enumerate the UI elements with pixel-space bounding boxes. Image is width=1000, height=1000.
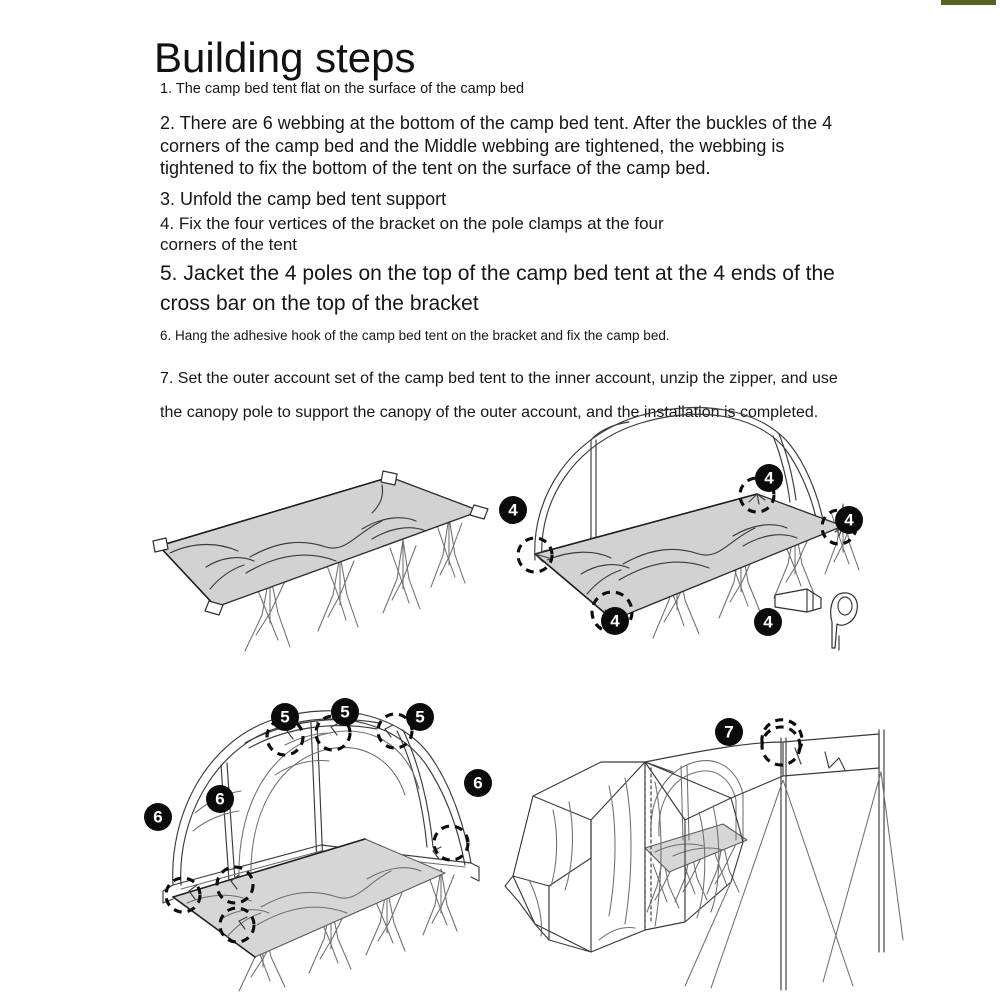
callout-label: 4 <box>763 612 773 632</box>
step-1-text: 1. The camp bed tent flat on the surface of the camp bed <box>160 80 525 97</box>
callout-label: 6 <box>473 773 483 793</box>
step-4-text: 4. Fix the four vertices of the bracket on the pole clamps at the four corners of the tent <box>160 214 664 255</box>
callout-badge-5-left <box>271 703 299 731</box>
callout-badge-4-top <box>755 464 783 492</box>
accent-bar <box>941 0 996 5</box>
page-title: Building steps <box>154 34 416 82</box>
callout-badge-4-bottom <box>601 607 629 635</box>
figure-grid <box>0 400 1000 1000</box>
step-3-text: 3. Unfold the camp bed tent support <box>160 189 447 209</box>
figure-camp-bed-cot <box>150 455 490 685</box>
figure-bracket-on-bed <box>487 400 887 690</box>
callout-badge-5-center <box>331 698 359 726</box>
callout-badge-6-far-left <box>144 803 172 831</box>
callout-label: 5 <box>415 707 425 727</box>
callout-label: 4 <box>508 500 518 520</box>
callout-label: 7 <box>724 722 734 742</box>
callout-badge-4-detail <box>754 608 782 636</box>
callout-badge-6-right <box>464 769 492 797</box>
step-6-text: 6. Hang the adhesive hook of the camp bed tent on the bracket and fix the camp bed. <box>160 327 670 343</box>
callout-label: 4 <box>764 468 774 488</box>
step-5-text: 5. Jacket the 4 poles on the top of the camp bed tent at the 4 ends of the cross bar on the top of the bracket <box>160 262 835 316</box>
callout-label: 5 <box>280 707 290 727</box>
callout-label: 4 <box>610 611 620 631</box>
callout-badge-4-left <box>499 496 527 524</box>
callout-badge-6-left <box>206 785 234 813</box>
callout-badge-4-right <box>835 506 863 534</box>
callout-badge-5-right <box>406 703 434 731</box>
callout-badge-7 <box>715 718 743 746</box>
callout-label: 4 <box>844 510 854 530</box>
figure-outer-rainfly <box>495 690 905 1000</box>
figure-inner-tent <box>135 685 515 1000</box>
step-2-text: 2. There are 6 webbing at the bottom of the camp bed tent. After the buckles of the 4 corners of the camp bed and the Middle webbing are tightened, the webbing is tightened to fix the bottom of the tent on the surface of the camp bed. <box>160 113 833 178</box>
callout-label: 5 <box>340 702 350 722</box>
callout-label: 6 <box>153 807 163 827</box>
callout-label: 6 <box>215 789 225 809</box>
step-7-text: 7. Set the outer account set of the camp bed tent to the inner account, unzip the zipper, and use the canopy pole to support the canopy of the outer account, and the installation is completed. <box>160 370 838 421</box>
